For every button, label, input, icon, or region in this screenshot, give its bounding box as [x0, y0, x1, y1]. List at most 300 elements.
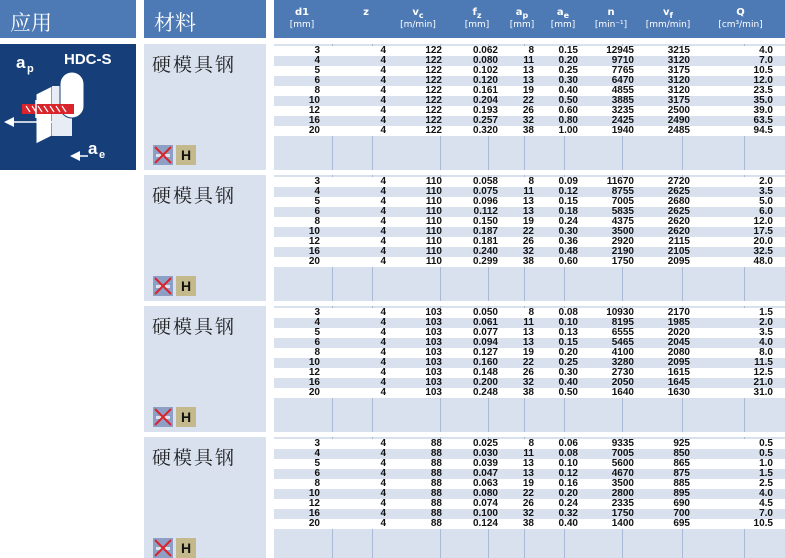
- cell-ae: 0.10: [558, 317, 578, 328]
- cell-d1: 6: [314, 337, 320, 348]
- cell-vc: 103: [425, 327, 442, 338]
- cell-Q: 2.5: [759, 478, 773, 489]
- column-header-subscript: z: [476, 11, 482, 20]
- cell-d1: 5: [314, 65, 320, 76]
- material-x-badge: [153, 276, 173, 296]
- cell-ap: 19: [522, 347, 534, 358]
- ae-label: a: [88, 139, 98, 158]
- material-cell: [144, 306, 266, 432]
- column-header-unit: [mm]: [464, 20, 490, 30]
- feed-arrow-head: [4, 117, 14, 127]
- cell-ae: 0.50: [558, 387, 578, 398]
- cell-Q: 7.0: [759, 55, 773, 66]
- cell-vf: 850: [673, 448, 690, 459]
- cell-n: 9335: [611, 438, 634, 449]
- cell-Q: 4.5: [759, 498, 773, 509]
- cell-n: 3235: [611, 105, 634, 116]
- product-label: HDC-S: [64, 51, 112, 68]
- cell-Q: 1.5: [759, 468, 773, 479]
- cell-fz: 0.193: [472, 105, 498, 116]
- cell-fz: 0.240: [472, 246, 498, 257]
- cell-d1: 4: [314, 448, 320, 459]
- cell-z: 4: [380, 206, 386, 217]
- cell-Q: 5.0: [759, 196, 773, 207]
- cell-Q: 11.5: [754, 357, 773, 368]
- cell-ap: 13: [522, 337, 534, 348]
- cell-fz: 0.074: [472, 498, 498, 509]
- cell-d1: 16: [308, 508, 320, 519]
- cell-z: 4: [380, 478, 386, 489]
- column-header-unit: [mm/min]: [645, 20, 691, 30]
- cell-z: 4: [380, 176, 386, 187]
- column-header-symbol: $v_c$: [412, 7, 424, 20]
- column-header-subscript: c: [418, 11, 424, 20]
- cell-z: 4: [380, 105, 386, 116]
- cell-ae: 0.48: [558, 246, 578, 257]
- cell-d1: 6: [314, 75, 320, 86]
- material-name: 硬模具钢: [152, 447, 237, 469]
- cell-ae: 0.16: [558, 478, 578, 489]
- cell-vf: 3215: [667, 45, 690, 56]
- cell-d1: 5: [314, 196, 320, 207]
- cell-vf: 2020: [667, 327, 690, 338]
- cell-ae: 0.30: [558, 75, 578, 86]
- cell-z: 4: [380, 246, 386, 257]
- cell-n: 6470: [611, 75, 634, 86]
- cell-ae: 0.40: [558, 518, 578, 529]
- cell-n: 7005: [611, 196, 634, 207]
- cell-d1: 12: [308, 498, 320, 509]
- cell-vc: 122: [425, 75, 442, 86]
- material-name: 硬模具钢: [152, 185, 237, 207]
- cell-Q: 31.0: [753, 387, 773, 398]
- cell-n: 2730: [611, 367, 634, 378]
- cell-vc: 103: [425, 377, 442, 388]
- cell-vf: 2620: [667, 216, 690, 227]
- cell-ap: 32: [522, 377, 534, 388]
- cell-ap: 38: [522, 387, 534, 398]
- column-header-symbol: n: [607, 7, 615, 18]
- cell-ap: 8: [528, 307, 534, 318]
- column-header-unit: [cm³/min]: [718, 20, 763, 30]
- column-header-d1: [274, 0, 330, 38]
- material-cell: [144, 44, 266, 170]
- cell-n: 3500: [611, 478, 634, 489]
- cell-fz: 0.063: [472, 478, 498, 489]
- cell-Q: 39.0: [753, 105, 773, 116]
- cell-z: 4: [380, 85, 386, 96]
- cell-ap: 8: [528, 438, 534, 449]
- workpiece-side-shape: [36, 86, 52, 144]
- cell-ap: 13: [522, 458, 534, 469]
- cell-z: 4: [380, 347, 386, 358]
- cell-Q: 3.5: [759, 327, 773, 338]
- cell-ae: 0.50: [558, 95, 578, 106]
- header-material: [144, 0, 266, 38]
- cell-fz: 0.058: [472, 176, 498, 187]
- cell-Q: 7.0: [759, 508, 773, 519]
- cell-ap: 26: [522, 236, 534, 247]
- cell-ap: 22: [522, 357, 534, 368]
- cell-d1: 4: [314, 55, 320, 66]
- cell-fz: 0.102: [472, 65, 498, 76]
- cell-vf: 2045: [667, 337, 690, 348]
- cell-n: 1400: [611, 518, 634, 529]
- material-h-badge: H: [176, 145, 196, 165]
- cell-z: 4: [380, 367, 386, 378]
- cell-ae: 0.18: [558, 206, 578, 217]
- cell-fz: 0.061: [472, 317, 498, 328]
- ae-sub-label: e: [99, 149, 106, 161]
- cell-d1: 4: [314, 317, 320, 328]
- cutting-data-table: [274, 437, 785, 558]
- cell-vc: 110: [425, 196, 442, 207]
- cell-ap: 13: [522, 75, 534, 86]
- table-row: [274, 519, 785, 529]
- cell-fz: 0.030: [472, 448, 498, 459]
- cell-ap: 13: [522, 468, 534, 479]
- crossed-out-icon: [153, 276, 173, 296]
- cell-n: 4855: [611, 85, 634, 96]
- cell-vc: 122: [425, 85, 442, 96]
- cell-fz: 0.127: [472, 347, 498, 358]
- cell-fz: 0.047: [472, 468, 498, 479]
- cell-vc: 88: [430, 448, 442, 459]
- cell-ae: 0.30: [558, 367, 578, 378]
- column-header-Q: [702, 0, 779, 38]
- cell-d1: 3: [314, 45, 320, 56]
- cell-vf: 875: [673, 468, 690, 479]
- cell-n: 10930: [606, 307, 634, 318]
- cell-ap: 26: [522, 105, 534, 116]
- cell-vf: 2625: [667, 186, 690, 197]
- cell-d1: 6: [314, 468, 320, 479]
- cell-ae: 0.40: [558, 377, 578, 388]
- tool-shank-shape: [22, 104, 74, 114]
- cell-z: 4: [380, 488, 386, 499]
- cell-vc: 103: [425, 387, 442, 398]
- cell-fz: 0.299: [472, 256, 498, 267]
- cell-vc: 88: [430, 508, 442, 519]
- cell-vf: 895: [673, 488, 690, 499]
- cell-z: 4: [380, 45, 386, 56]
- material-name: 硬模具钢: [152, 54, 237, 76]
- cell-vc: 103: [425, 367, 442, 378]
- cell-Q: 17.5: [753, 226, 773, 237]
- cell-ae: 0.15: [558, 196, 578, 207]
- crossed-out-icon: [153, 145, 173, 165]
- cell-z: 4: [380, 448, 386, 459]
- column-header-symbol: $f_z$: [472, 7, 482, 20]
- cell-fz: 0.200: [472, 377, 498, 388]
- cell-Q: 10.5: [753, 65, 773, 76]
- cell-n: 12945: [606, 45, 634, 56]
- cell-vc: 88: [430, 438, 442, 449]
- material-h-badge: H: [176, 276, 196, 296]
- cell-ae: 0.36: [558, 236, 578, 247]
- cell-fz: 0.148: [472, 367, 498, 378]
- material-name: 硬模具钢: [152, 316, 237, 338]
- material-h-badge: H: [176, 407, 196, 427]
- cell-vf: 2095: [667, 256, 690, 267]
- cell-vc: 122: [425, 105, 442, 116]
- cell-vf: 690: [673, 498, 690, 509]
- cell-fz: 0.320: [472, 125, 498, 136]
- column-header-unit: [mm]: [289, 20, 315, 30]
- column-header-subscript: f: [669, 11, 673, 20]
- cell-n: 4670: [611, 468, 634, 479]
- cell-Q: 23.5: [753, 85, 773, 96]
- cell-d1: 16: [308, 115, 320, 126]
- cell-vc: 110: [425, 206, 442, 217]
- cell-n: 1750: [611, 256, 634, 267]
- cell-fz: 0.039: [472, 458, 498, 469]
- cell-vc: 110: [425, 256, 442, 267]
- column-header-vf: [640, 0, 696, 38]
- cell-vf: 1985: [667, 317, 690, 328]
- material-x-badge: [153, 407, 173, 427]
- cell-z: 4: [380, 498, 386, 509]
- cell-Q: 0.5: [759, 438, 773, 449]
- cell-vc: 110: [425, 246, 442, 257]
- cell-vf: 925: [673, 438, 690, 449]
- cell-ae: 0.09: [558, 176, 578, 187]
- cell-fz: 0.248: [472, 387, 498, 398]
- cell-z: 4: [380, 307, 386, 318]
- cell-n: 3500: [611, 226, 634, 237]
- cell-ap: 26: [522, 498, 534, 509]
- cell-ap: 38: [522, 125, 534, 136]
- cell-fz: 0.096: [472, 196, 498, 207]
- cell-n: 3885: [611, 95, 634, 106]
- cell-n: 8755: [611, 186, 634, 197]
- cell-z: 4: [380, 458, 386, 469]
- cell-n: 9710: [611, 55, 634, 66]
- cell-vf: 3175: [667, 65, 690, 76]
- cell-fz: 0.124: [472, 518, 498, 529]
- cell-ae: 0.25: [558, 65, 578, 76]
- application-illustration: [0, 44, 136, 170]
- cell-z: 4: [380, 327, 386, 338]
- cell-fz: 0.204: [472, 95, 498, 106]
- cell-fz: 0.050: [472, 307, 498, 318]
- cell-d1: 20: [308, 256, 320, 267]
- table-row: [274, 388, 785, 398]
- cell-fz: 0.112: [473, 206, 498, 217]
- cell-z: 4: [380, 115, 386, 126]
- cell-d1: 12: [308, 105, 320, 116]
- cell-ae: 1.00: [558, 125, 578, 136]
- cell-ap: 8: [528, 45, 534, 56]
- cell-fz: 0.100: [472, 508, 498, 519]
- cell-vf: 2485: [667, 125, 690, 136]
- cell-z: 4: [380, 337, 386, 348]
- column-header-n: [582, 0, 640, 38]
- milling-diagram-icon: [0, 44, 136, 170]
- cell-n: 5465: [611, 337, 634, 348]
- cell-d1: 12: [308, 367, 320, 378]
- cell-Q: 6.0: [759, 206, 773, 217]
- cell-ap: 13: [522, 327, 534, 338]
- header-columns: [274, 0, 785, 38]
- cell-fz: 0.120: [472, 75, 498, 86]
- cell-z: 4: [380, 256, 386, 267]
- cell-ae: 0.24: [558, 498, 578, 509]
- cell-fz: 0.080: [472, 55, 498, 66]
- cell-Q: 1.0: [759, 458, 773, 469]
- cell-Q: 8.0: [759, 347, 773, 358]
- ap-label: a: [16, 53, 26, 72]
- cell-vf: 2500: [667, 105, 690, 116]
- cell-ap: 38: [522, 518, 534, 529]
- cell-vf: 2680: [667, 196, 690, 207]
- cell-d1: 8: [314, 216, 320, 227]
- cell-n: 2050: [611, 377, 634, 388]
- cell-n: 7765: [611, 65, 634, 76]
- cell-n: 8195: [611, 317, 634, 328]
- cell-d1: 10: [308, 226, 320, 237]
- cell-ap: 19: [522, 85, 534, 96]
- cell-vc: 103: [425, 337, 442, 348]
- cell-vf: 1645: [667, 377, 690, 388]
- cell-fz: 0.094: [472, 337, 498, 348]
- material-h-badge: H: [176, 538, 196, 558]
- cell-Q: 0.5: [759, 448, 773, 459]
- cell-ap: 32: [522, 115, 534, 126]
- cell-ae: 0.60: [558, 105, 578, 116]
- cell-n: 5835: [611, 206, 634, 217]
- cell-ap: 19: [522, 478, 534, 489]
- cell-ap: 11: [523, 186, 534, 197]
- cell-Q: 12.5: [753, 367, 773, 378]
- cell-d1: 16: [308, 246, 320, 257]
- cell-ae: 0.06: [558, 438, 578, 449]
- cell-vf: 865: [673, 458, 690, 469]
- cell-z: 4: [380, 387, 386, 398]
- cell-d1: 20: [308, 518, 320, 529]
- cell-d1: 16: [308, 377, 320, 388]
- cell-ap: 13: [522, 65, 534, 76]
- cell-vc: 110: [425, 236, 442, 247]
- material-x-badge: [153, 145, 173, 165]
- cell-vc: 88: [430, 458, 442, 469]
- cell-ap: 38: [522, 256, 534, 267]
- cell-ae: 0.30: [558, 226, 578, 237]
- column-header-subscript: e: [563, 11, 570, 20]
- cell-ae: 0.12: [558, 186, 578, 197]
- cell-Q: 4.0: [759, 337, 773, 348]
- cell-d1: 10: [308, 357, 320, 368]
- column-header-symbol: $a_e$: [556, 7, 570, 20]
- cell-Q: 4.0: [759, 45, 773, 56]
- cutting-data-table: [274, 175, 785, 301]
- cell-vf: 2080: [667, 347, 690, 358]
- column-header-z: [346, 0, 386, 38]
- column-header-symbol: $a_p$: [515, 7, 529, 20]
- material-cell: [144, 437, 266, 558]
- cell-vc: 103: [425, 347, 442, 358]
- cell-d1: 10: [308, 488, 320, 499]
- cell-fz: 0.161: [472, 85, 498, 96]
- ae-arrow-head: [70, 151, 80, 161]
- cell-vc: 122: [425, 95, 442, 106]
- cell-Q: 4.0: [759, 488, 773, 499]
- cell-d1: 12: [308, 236, 320, 247]
- cell-z: 4: [380, 186, 386, 197]
- cell-n: 1750: [611, 508, 634, 519]
- cell-vc: 122: [425, 125, 442, 136]
- cell-vf: 2115: [668, 236, 690, 247]
- cell-fz: 0.077: [472, 327, 498, 338]
- cell-vc: 88: [430, 488, 442, 499]
- cell-d1: 20: [308, 125, 320, 136]
- cell-vf: 2625: [667, 206, 690, 217]
- cell-ap: 11: [523, 317, 534, 328]
- cell-z: 4: [380, 55, 386, 66]
- cell-z: 4: [380, 508, 386, 519]
- cell-n: 6555: [611, 327, 634, 338]
- cell-Q: 20.0: [753, 236, 773, 247]
- cell-Q: 21.0: [753, 377, 773, 388]
- cell-Q: 3.5: [759, 186, 773, 197]
- cell-vc: 88: [430, 518, 442, 529]
- cell-ae: 0.15: [558, 45, 578, 56]
- cell-vf: 885: [673, 478, 690, 489]
- cell-ae: 0.32: [558, 508, 578, 519]
- cell-fz: 0.150: [472, 216, 498, 227]
- cell-Q: 10.5: [753, 518, 773, 529]
- cell-ae: 0.08: [558, 307, 578, 318]
- cell-d1: 3: [314, 307, 320, 318]
- cell-z: 4: [380, 236, 386, 247]
- cell-ae: 0.20: [558, 55, 578, 66]
- cell-d1: 8: [314, 85, 320, 96]
- table-row: [274, 257, 785, 267]
- cell-ap: 22: [522, 488, 534, 499]
- cell-vf: 2095: [667, 357, 690, 368]
- cell-ae: 0.10: [558, 458, 578, 469]
- cell-vf: 3120: [667, 55, 690, 66]
- cell-vf: 1630: [667, 387, 690, 398]
- cell-Q: 1.5: [759, 307, 773, 318]
- cell-vf: 700: [673, 508, 690, 519]
- cell-ae: 0.20: [558, 347, 578, 358]
- cell-Q: 2.0: [759, 317, 773, 328]
- header-application-label: 应用: [10, 11, 52, 35]
- cell-vf: 2170: [667, 307, 690, 318]
- cell-n: 3280: [611, 357, 634, 368]
- cell-ae: 0.24: [558, 216, 578, 227]
- cell-ae: 0.15: [558, 337, 578, 348]
- column-header-unit: [min⁻¹]: [594, 20, 628, 30]
- cell-z: 4: [380, 125, 386, 136]
- cell-ap: 19: [522, 216, 534, 227]
- column-header-symbol: Q: [736, 7, 745, 18]
- cell-z: 4: [380, 65, 386, 76]
- cell-vf: 1615: [667, 367, 690, 378]
- cell-n: 2335: [611, 498, 634, 509]
- cell-z: 4: [380, 95, 386, 106]
- cell-n: 2425: [611, 115, 634, 126]
- cell-z: 4: [380, 317, 386, 328]
- cell-fz: 0.160: [472, 357, 498, 368]
- cell-ae: 0.20: [558, 488, 578, 499]
- cell-ae: 0.25: [558, 357, 578, 368]
- cell-ap: 11: [523, 55, 534, 66]
- material-cell: [144, 175, 266, 301]
- cell-d1: 20: [308, 387, 320, 398]
- cell-fz: 0.075: [472, 186, 498, 197]
